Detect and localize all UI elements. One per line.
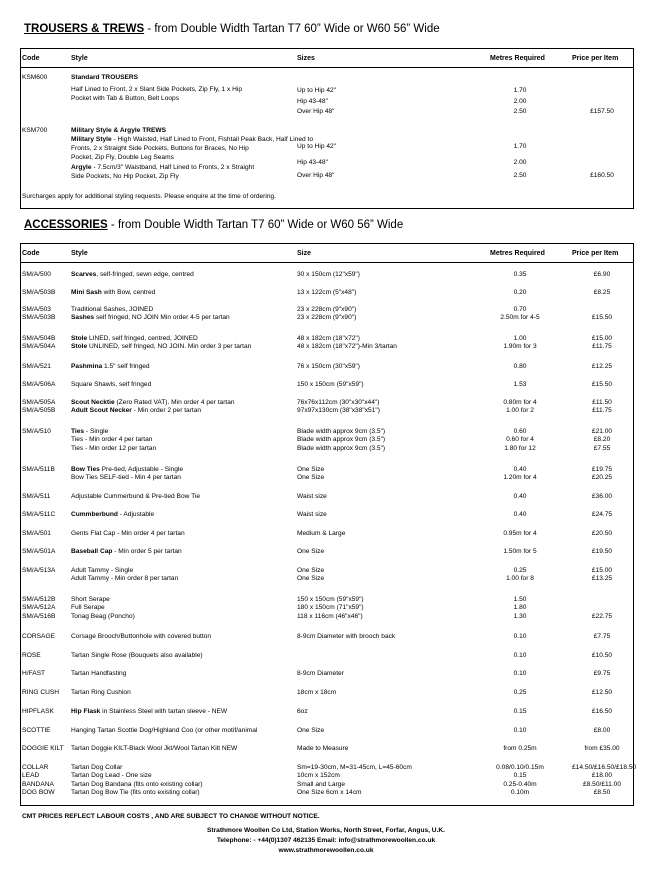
item-code: SM/A/511B xyxy=(22,466,55,473)
item-style xyxy=(71,428,108,436)
item-price: £19.50 xyxy=(591,548,613,555)
item-style-text: in Stainless Steel with tartan sleeve - NEW xyxy=(100,708,228,715)
item-price: £8.00 xyxy=(593,727,611,734)
item-code: SCOTTIE xyxy=(22,727,51,734)
ksm600-size-3: Over Hip 48" xyxy=(297,108,335,115)
item-style xyxy=(71,567,133,575)
item-style xyxy=(71,445,156,453)
item-size: One Size 6cm x 14cm xyxy=(297,789,362,797)
item-size: Sm=19-30cm, M=31-45cm, L=45-60cm xyxy=(297,764,412,771)
item-size: 180 x 150cm (71"x59") xyxy=(297,604,364,612)
item-code: SM/A/505A xyxy=(22,399,56,406)
item-price: £20.25 xyxy=(591,474,613,482)
ksm600-price: £157.50 xyxy=(590,108,614,115)
item-style xyxy=(71,466,183,474)
item-code: SM/A/521 xyxy=(22,363,51,370)
item-code: SM/A/510 xyxy=(22,428,51,435)
item-style xyxy=(71,781,203,789)
header-metres: Metres Required xyxy=(490,55,545,62)
ksm700-size-1: Up to Hip 42" xyxy=(297,143,336,150)
argyle-desc-1: - 7.5cm/3" Waistband, Half Lined to Fronts, 2 x Straight xyxy=(91,164,255,171)
item-metres: 0.20 xyxy=(513,289,527,296)
item-price: £20.50 xyxy=(591,530,613,537)
accessories-title-rest: - from Double Width Tartan T7 60” Wide or W60 56” Wide xyxy=(107,219,404,231)
item-size: Blade width approx 9cm (3.5") xyxy=(297,444,386,452)
item-metres: 0.15 xyxy=(513,772,527,780)
item-metres: 0.25 xyxy=(513,567,527,574)
item-style-text: Tartan Handfasting xyxy=(71,670,127,677)
item-style-bold: Sashes xyxy=(71,314,95,322)
item-style-text: Tartan Ring Cushion xyxy=(71,689,131,696)
item-style-bold: Baseball Cap xyxy=(71,548,113,555)
item-style xyxy=(71,613,135,621)
item-price: from £35.00 xyxy=(584,745,620,752)
military-label: Military Style xyxy=(71,136,112,143)
item-metres: 1.00 for 8 xyxy=(506,575,534,583)
ksm700-military-2: Fronts, 2 x Straight Side Pockets, Buttons for Braces, No Hip xyxy=(71,145,249,152)
item-metres: 1.00 for 2 xyxy=(506,407,534,415)
ksm600-name: Standard TROUSERS xyxy=(71,74,139,81)
item-metres: 0.25 xyxy=(513,689,527,696)
item-metres: 1.80 xyxy=(513,604,527,612)
item-style-text: Tartan Dog Collar xyxy=(71,764,123,771)
item-style xyxy=(71,363,150,371)
item-style xyxy=(71,289,155,297)
item-style-text: Hanging Tartan Scottie Dog/Highland Coo (or other motif/animal xyxy=(71,727,258,734)
item-style xyxy=(71,343,251,351)
item-metres: 1.80 for 12 xyxy=(504,444,536,452)
ksm700-metres-1: 1.70 xyxy=(513,143,527,150)
item-size: 150 x 150cm (59"x59") xyxy=(297,596,364,603)
item-price: £16.50 xyxy=(591,708,613,715)
item-size: One Size xyxy=(297,466,325,473)
item-style xyxy=(71,399,235,407)
item-price: £12.50 xyxy=(591,689,613,696)
item-style xyxy=(71,596,110,604)
item-code: LEAD xyxy=(22,772,40,780)
item-style-text: Gents Flat Cap - Min order 4 per tartan xyxy=(71,530,185,537)
item-metres: 0.40 xyxy=(513,511,527,518)
accessories-title-bold: ACCESSORIES xyxy=(24,219,108,231)
ksm600-desc-2: Pocket with Tab & Button, Belt Loops xyxy=(71,95,180,102)
ksm700-military-1 xyxy=(71,136,313,144)
cmt-note: CMT PRICES REFLECT LABOUR COSTS , AND ARE SUBJECT TO CHANGE WITHOUT NOTICE. xyxy=(22,813,320,820)
trousers-table-header xyxy=(20,48,634,68)
item-style-bold: Mini Sash xyxy=(71,289,102,296)
item-metres: 0.25-0.40m xyxy=(503,780,537,788)
trousers-title-bold: TROUSERS & TREWS xyxy=(24,23,145,35)
item-size: One Size xyxy=(297,575,325,583)
item-style xyxy=(71,271,194,279)
item-style-bold: Ties xyxy=(71,428,85,435)
item-size: 23 x 228cm (9"x90") xyxy=(297,306,357,313)
item-style-text: Tartan Doggie KILT-Black Wool Jkt/Wool Tartan Kilt NEW xyxy=(71,745,238,752)
item-style-text: Traditional Sashes, JOINED xyxy=(71,306,154,313)
item-metres: 1.90m for 3 xyxy=(503,343,537,351)
item-style xyxy=(71,604,105,612)
argyle-label: Argyle xyxy=(71,164,92,171)
item-metres: 0.40 xyxy=(513,466,527,473)
item-style xyxy=(71,575,178,583)
item-size: 10cm x 152cm xyxy=(297,772,340,780)
item-price: £15.00 xyxy=(591,335,613,342)
header-code: Code xyxy=(22,55,40,62)
item-style xyxy=(71,652,203,660)
item-style-bold: Hip Flask xyxy=(71,708,101,715)
ksm700-argyle-1 xyxy=(71,164,254,172)
item-style-text: - Adjustable xyxy=(117,511,155,518)
ksm700-argyle-2: Side Pockets, No Hip Pocket, Zip Fly xyxy=(71,173,179,180)
item-style xyxy=(71,335,198,343)
item-style-text: with Bow, centred xyxy=(101,289,156,296)
ksm600-size-2: Hip 43-48" xyxy=(297,98,328,105)
item-metres: 1.20m for 4 xyxy=(503,474,537,482)
item-metres: 0.60 xyxy=(513,428,527,435)
item-price: £8.20 xyxy=(593,436,611,444)
item-size: 8-9cm Diameter xyxy=(297,670,344,677)
ksm700-metres-3: 2.50 xyxy=(513,172,527,179)
item-price: £22.75 xyxy=(591,612,613,620)
item-style xyxy=(71,670,126,678)
item-style-text: 1.5" self fringed xyxy=(102,363,150,370)
header-style: Style xyxy=(71,55,88,62)
item-metres: 0.60 for 4 xyxy=(506,436,534,444)
trousers-title-rest: - from Double Width Tartan T7 60” Wide or W60 56” Wide xyxy=(144,23,440,35)
item-metres: from 0.25m xyxy=(503,745,537,752)
item-size: Blade width approx 9cm (3.5") xyxy=(297,428,386,435)
item-style-text: Pre-tied, Adjustable - Single xyxy=(99,466,184,473)
item-metres: 1.53 xyxy=(513,381,527,388)
item-metres: 1.00 xyxy=(513,335,527,342)
header-style: Style xyxy=(71,250,88,257)
item-style xyxy=(71,548,182,556)
item-price: £15.50 xyxy=(591,314,613,322)
header-code: Code xyxy=(22,250,40,257)
item-style-text: - Single xyxy=(84,428,109,435)
ksm600-size-1: Up to Hip 42" xyxy=(297,87,336,94)
item-metres: 0.10 xyxy=(513,727,527,734)
item-size: One Size xyxy=(297,548,325,555)
item-style-text: Adjustable Cummerbund & Pre-tied Bow Tie xyxy=(71,493,201,500)
ksm700-size-2: Hip 43-48" xyxy=(297,159,328,166)
item-metres: 0.08/0.10/0.15m xyxy=(496,764,544,771)
item-size: 48 x 182cm (18"x72") xyxy=(297,335,360,342)
item-style-bold: Cummberbund xyxy=(71,511,118,518)
item-code: SM/A/513A xyxy=(22,567,56,574)
footer-address: Strathmore Woollen Co Ltd, Station Works, North Street, Forfar, Angus, U.K. xyxy=(207,827,445,834)
item-style-text: self fringed, NO JOIN Min order 4-5 per tartan xyxy=(94,314,230,322)
item-size: 48 x 182cm (18"x72")-Min 3/tartan xyxy=(297,343,397,351)
item-size: 8-9cm Diameter with brooch back xyxy=(297,633,396,640)
footer-contact: Telephone: - +44(0)1307 462135 Email: info@strathmorewoollen.co.uk xyxy=(216,837,436,844)
item-price: £10.50 xyxy=(591,652,613,659)
item-size: Blade width approx 9cm (3.5") xyxy=(297,436,386,444)
item-price: £15.00 xyxy=(591,567,613,574)
item-size: 18cm x 18cm xyxy=(297,689,337,696)
trousers-table xyxy=(20,48,634,209)
item-style-text: LINED, self fringed, centred, JOINED xyxy=(87,335,198,342)
item-code: HIPFLASK xyxy=(22,708,54,715)
item-code: DOGGIE KILT xyxy=(22,745,64,752)
item-metres: 0.70 xyxy=(513,306,527,313)
item-metres: 0.10 xyxy=(513,652,527,659)
ksm600-metres-1: 1.70 xyxy=(513,87,527,94)
item-style-bold: Scarves xyxy=(71,271,97,278)
header-size: Size xyxy=(297,250,312,257)
item-style xyxy=(71,306,153,314)
header-price: Price per Item xyxy=(572,55,619,62)
item-price: £21.00 xyxy=(591,428,613,435)
item-code: SM/A/501A xyxy=(22,548,56,555)
item-metres: 0.95m for 4 xyxy=(503,530,537,537)
item-metres: 1.50 xyxy=(513,596,527,603)
item-style-bold: Bow Ties xyxy=(71,466,100,473)
item-style-text: , self-fringed, sewn edge, centred xyxy=(96,271,194,278)
item-style xyxy=(71,436,152,444)
item-price: £9.75 xyxy=(593,670,611,677)
item-style xyxy=(71,530,185,538)
item-style-text: UNLINED, self fringed, NO JOIN. Min order 3 per tartan xyxy=(87,343,252,351)
item-style-text: Corsage Brooch/Buttonhole with covered button xyxy=(71,633,212,640)
item-metres: 0.10 xyxy=(513,633,527,640)
header-price: Price per Item xyxy=(572,250,619,257)
item-price: £36.00 xyxy=(591,493,613,500)
item-code: SM/A/504A xyxy=(22,343,56,351)
item-price: £18.00 xyxy=(591,772,613,780)
trousers-surcharge-note: Surcharges apply for additional styling requests. Please enquire at the time of ordering. xyxy=(22,193,277,200)
item-size: Medium & Large xyxy=(297,530,346,537)
item-metres: 0.35 xyxy=(513,271,527,278)
item-style-text: Bow Ties SELF-tied - Min 4 per tartan xyxy=(71,474,181,482)
item-code: COLLAR xyxy=(22,764,49,771)
item-metres: 0.40 xyxy=(513,493,527,500)
item-metres: 2.50m for 4-5 xyxy=(500,314,540,322)
ksm700-price: £160.50 xyxy=(590,172,614,179)
item-style-text: Short Serape xyxy=(71,596,110,603)
item-price: £24.75 xyxy=(591,511,613,518)
item-style xyxy=(71,314,230,322)
item-style-text: (Zero Rated VAT). Min order 4 per tartan xyxy=(114,399,235,406)
item-code: SM/A/512B xyxy=(22,596,56,603)
item-size: 30 x 150cm (12"x59") xyxy=(297,271,360,278)
item-code: SM/A/516B xyxy=(22,612,56,620)
item-size: 150 x 150cm (59"x59") xyxy=(297,381,364,388)
item-price: £8.50 xyxy=(593,789,611,797)
item-code: SM/A/504B xyxy=(22,335,56,342)
item-style-text: Adult Tammy - Min order 8 per tartan xyxy=(71,575,179,583)
accessories-table xyxy=(20,243,637,806)
item-price: £11.50 xyxy=(592,399,612,406)
item-style-bold: Pashmina xyxy=(71,363,103,370)
item-metres: 0.15 xyxy=(513,708,527,715)
item-code: SM/A/503B xyxy=(22,289,56,296)
item-style xyxy=(71,727,257,735)
ksm700-code: KSM700 xyxy=(22,127,48,134)
item-style-text: Tartan Dog Lead - One size xyxy=(71,772,152,780)
ksm700-size-3: Over Hip 48" xyxy=(297,172,335,179)
item-size: 76 x 150cm (30"x59") xyxy=(297,363,360,370)
military-desc-1: - High Waisted, Half Lined to Front, Fishtail Peak Back, Half Lined to xyxy=(111,136,314,143)
item-style-text: Tartan Dog Bandana (fits onto existing collar) xyxy=(71,780,203,788)
item-price: £7.55 xyxy=(593,444,611,452)
item-style-bold: Stole xyxy=(71,335,88,342)
item-code: SM/A/503 xyxy=(22,306,51,313)
header-sizes: Sizes xyxy=(297,55,315,62)
item-size: One Size xyxy=(297,727,325,734)
item-size: One Size xyxy=(297,474,325,482)
item-metres: 1.50m for 5 xyxy=(503,548,537,555)
item-price: £7.75 xyxy=(593,633,611,640)
item-price: £11.75 xyxy=(592,343,612,351)
item-code: SM/A/511C xyxy=(22,511,56,518)
ksm700-metres-2: 2.00 xyxy=(513,159,527,166)
ksm600-metres-2: 2.00 xyxy=(513,98,527,105)
item-style xyxy=(71,689,131,697)
item-size: Made to Measure xyxy=(297,745,349,752)
item-style-text: Ties - Min order 4 per tartan xyxy=(71,436,153,444)
item-style xyxy=(71,381,151,389)
header-metres: Metres Required xyxy=(490,250,545,257)
item-metres: 1.30 xyxy=(513,612,527,620)
item-style xyxy=(71,745,237,753)
item-style xyxy=(71,708,227,716)
trousers-section-title xyxy=(24,23,440,35)
item-style-text: - Min order 2 per tartan xyxy=(131,407,202,415)
item-style xyxy=(71,764,122,772)
footer-website: www.strathmorewoollen.co.uk xyxy=(278,847,374,854)
item-size: 13 x 122cm (5"x48") xyxy=(297,289,357,296)
item-code: RING CUSH xyxy=(22,689,59,696)
item-code: H/FAST xyxy=(22,670,46,677)
item-style xyxy=(71,493,200,501)
item-metres: 0.80m for 4 xyxy=(503,399,537,406)
accessories-section-title xyxy=(24,219,403,231)
item-style-text: Full Serape xyxy=(71,604,105,612)
item-price: £6.90 xyxy=(593,271,611,278)
item-price: £11.75 xyxy=(592,407,612,415)
item-price: £8.50/£11.00 xyxy=(582,780,621,788)
item-price: £8.25 xyxy=(593,289,611,296)
item-price: £14.50/£16.50/£18.50 xyxy=(572,764,637,771)
item-style-bold: Adult Scout Necker xyxy=(71,407,132,415)
ksm600-metres-3: 2.50 xyxy=(513,108,527,115)
item-size: Waist size xyxy=(297,511,327,518)
item-style xyxy=(71,789,200,797)
item-style-bold: Stole xyxy=(71,343,88,351)
item-size: 97x97x130cm (38"x38"x51") xyxy=(297,407,380,415)
item-style-text: Square Shawls, self fringed xyxy=(71,381,152,388)
item-code: CORSAGE xyxy=(22,633,55,640)
item-price: £15.50 xyxy=(591,381,613,388)
item-style-text: Tartan Dog Bow Tie (fits onto existing collar) xyxy=(71,789,200,797)
item-price: £12.25 xyxy=(591,363,613,370)
item-code: SM/A/500 xyxy=(22,271,51,278)
accessories-table-header xyxy=(20,243,634,263)
item-style-text: - Min order 5 per tartan xyxy=(112,548,182,555)
item-style xyxy=(71,474,181,482)
item-metres: 0.10 xyxy=(513,670,527,677)
item-style xyxy=(71,407,201,415)
item-code: SM/A/511 xyxy=(22,493,51,500)
item-style xyxy=(71,511,154,519)
ksm700-military-3: Pocket, Zip Fly, Double Leg Seams xyxy=(71,154,174,161)
item-size: 23 x 228cm (9"x90") xyxy=(297,314,357,322)
ksm600-desc-1: Half Lined to Front, 2 x Slant Side Pockets, Zip Fly, 1 x Hip xyxy=(71,86,243,93)
item-style-text: Tartan Single Rose (Bouquets also available) xyxy=(71,652,203,659)
item-size: 6oz xyxy=(297,708,308,715)
item-metres: 0.10m xyxy=(510,789,530,797)
ksm700-name: Military Style & Argyle TREWS xyxy=(71,127,167,134)
item-code: SM/A/512A xyxy=(22,604,56,612)
item-size: Small and Large xyxy=(297,780,346,788)
item-price: £13.25 xyxy=(591,575,613,583)
item-code: DOG BOW xyxy=(22,789,55,797)
item-price: £19.75 xyxy=(591,466,613,473)
item-code: ROSE xyxy=(22,652,41,659)
item-style xyxy=(71,633,211,641)
item-size: One Size xyxy=(297,567,325,574)
ksm600-code: KSM600 xyxy=(22,74,48,81)
item-style xyxy=(71,772,152,780)
item-code: BANDANA xyxy=(22,780,54,788)
item-style-text: Adult Tammy - Single xyxy=(71,567,134,574)
item-code: SM/A/505B xyxy=(22,407,56,415)
item-code: SM/A/503B xyxy=(22,314,56,322)
item-code: SM/A/506A xyxy=(22,381,56,388)
item-metres: 0.80 xyxy=(513,363,527,370)
item-size: 118 x 116cm (46"x46") xyxy=(297,612,363,620)
item-style-bold: Scout Necktie xyxy=(71,399,115,406)
item-code: SM/A/501 xyxy=(22,530,51,537)
item-size: 76x76x112cm (30"x30"x44") xyxy=(297,399,380,406)
item-style-text: Ties - Min order 12 per tartan xyxy=(71,444,157,452)
item-style-text: Tonag Beag (Poncho) xyxy=(71,612,135,620)
item-size: Waist size xyxy=(297,493,327,500)
